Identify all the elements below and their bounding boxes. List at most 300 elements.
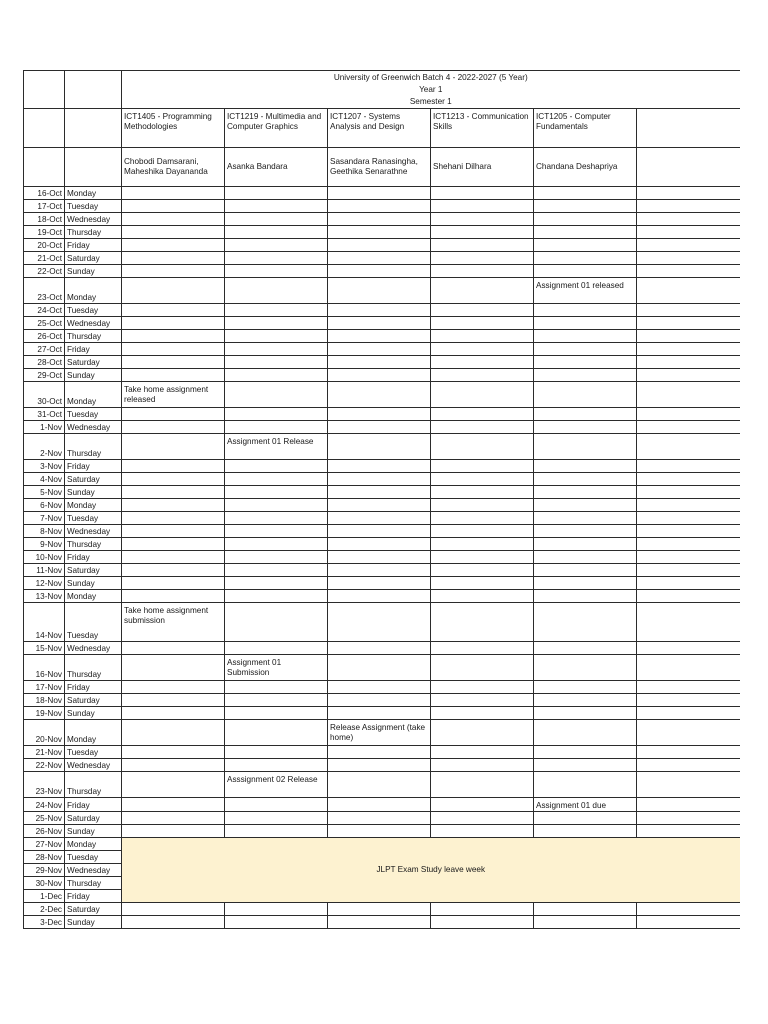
date-cell: 4-Nov — [24, 473, 65, 486]
date-cell: 16-Oct — [24, 187, 65, 200]
empty-cell — [637, 278, 740, 304]
empty-cell — [431, 499, 534, 512]
empty-cell — [534, 486, 637, 499]
empty-cell — [637, 304, 740, 317]
empty-cell — [431, 681, 534, 694]
date-cell: 26-Oct — [24, 330, 65, 343]
empty-cell — [225, 317, 328, 330]
schedule-row — [24, 239, 740, 252]
empty-cell — [534, 226, 637, 239]
weekday-cell: Wednesday — [65, 421, 122, 434]
empty-cell — [637, 512, 740, 525]
empty-cell — [328, 681, 431, 694]
weekday-cell: Tuesday — [65, 746, 122, 759]
date-cell: 23-Nov — [24, 772, 65, 798]
weekday-cell: Friday — [65, 681, 122, 694]
empty-cell — [534, 265, 637, 278]
empty-cell — [431, 811, 534, 824]
schedule-row — [24, 811, 740, 824]
event-cell: Take home assignment submission — [122, 603, 225, 642]
empty-cell — [122, 798, 225, 812]
date-cell: 2-Dec — [24, 902, 65, 915]
schedule-row — [24, 343, 740, 356]
sheet-title — [122, 71, 740, 109]
empty-cell — [328, 252, 431, 265]
empty-cell — [328, 265, 431, 278]
schedule-row — [24, 369, 740, 382]
empty-cell — [328, 525, 431, 538]
empty-cell — [225, 473, 328, 486]
empty-cell — [328, 460, 431, 473]
empty-cell — [637, 655, 740, 681]
schedule-row — [24, 512, 740, 525]
empty-cell — [225, 278, 328, 304]
empty-cell — [328, 434, 431, 460]
empty-cell — [328, 226, 431, 239]
empty-cell — [225, 200, 328, 213]
empty-cell — [637, 499, 740, 512]
weekday-cell: Wednesday — [65, 642, 122, 655]
empty-cell — [637, 408, 740, 421]
empty-cell — [637, 681, 740, 694]
empty-cell — [225, 265, 328, 278]
weekday-cell: Wednesday — [65, 759, 122, 772]
weekday-cell: Sunday — [65, 915, 122, 928]
weekday-cell: Saturday — [65, 356, 122, 369]
date-cell: 11-Nov — [24, 564, 65, 577]
event-cell: Assignment 01 due — [534, 798, 637, 812]
empty-cell — [637, 486, 740, 499]
blank-cell — [24, 71, 65, 109]
empty-cell — [534, 538, 637, 551]
empty-cell — [534, 200, 637, 213]
empty-cell — [534, 642, 637, 655]
course-code-cell: ICT1213 - Communication Skills — [431, 109, 534, 148]
empty-cell — [122, 564, 225, 577]
schedule-row — [24, 824, 740, 837]
empty-cell — [328, 694, 431, 707]
empty-cell — [637, 746, 740, 759]
schedule-row — [24, 577, 740, 590]
empty-cell — [431, 486, 534, 499]
empty-cell — [328, 278, 431, 304]
empty-cell — [328, 824, 431, 837]
empty-cell — [534, 330, 637, 343]
empty-cell — [534, 564, 637, 577]
empty-cell — [637, 577, 740, 590]
empty-cell — [534, 577, 637, 590]
empty-cell — [328, 343, 431, 356]
empty-cell — [328, 798, 431, 812]
date-cell: 27-Nov — [24, 837, 65, 850]
course-code-cell: ICT1219 - Multimedia and Computer Graphics — [225, 109, 328, 148]
schedule-row — [24, 213, 740, 226]
weekday-cell: Thursday — [65, 772, 122, 798]
weekday-cell: Tuesday — [65, 512, 122, 525]
weekday-cell: Wednesday — [65, 525, 122, 538]
lecturer-cell: Chobodi Damsarani, Maheshika Dayananda — [122, 148, 225, 187]
empty-cell — [122, 317, 225, 330]
empty-cell — [328, 239, 431, 252]
empty-cell — [122, 707, 225, 720]
date-cell: 24-Oct — [24, 304, 65, 317]
schedule-row — [24, 642, 740, 655]
empty-cell — [122, 356, 225, 369]
empty-cell — [431, 824, 534, 837]
schedule-row — [24, 902, 740, 915]
date-cell: 1-Nov — [24, 421, 65, 434]
empty-cell — [637, 564, 740, 577]
schedule-row — [24, 421, 740, 434]
empty-cell — [534, 759, 637, 772]
schedule-row — [24, 187, 740, 200]
empty-cell — [328, 642, 431, 655]
empty-cell — [122, 590, 225, 603]
empty-cell — [431, 369, 534, 382]
empty-cell — [534, 317, 637, 330]
empty-cell — [328, 330, 431, 343]
date-cell: 20-Nov — [24, 720, 65, 746]
empty-cell — [431, 304, 534, 317]
empty-cell — [534, 603, 637, 642]
empty-cell — [637, 317, 740, 330]
empty-cell — [122, 213, 225, 226]
empty-cell — [225, 720, 328, 746]
empty-cell — [431, 252, 534, 265]
empty-cell — [534, 551, 637, 564]
empty-cell — [637, 759, 740, 772]
weekday-cell: Thursday — [65, 330, 122, 343]
empty-cell — [122, 304, 225, 317]
weekday-cell: Monday — [65, 382, 122, 408]
empty-cell — [328, 356, 431, 369]
empty-cell — [534, 356, 637, 369]
empty-cell — [431, 655, 534, 681]
empty-cell — [431, 577, 534, 590]
weekday-cell: Monday — [65, 590, 122, 603]
empty-cell — [328, 486, 431, 499]
empty-cell — [122, 538, 225, 551]
weekday-cell: Friday — [65, 798, 122, 812]
empty-cell — [637, 200, 740, 213]
date-cell: 19-Oct — [24, 226, 65, 239]
empty-cell — [328, 902, 431, 915]
empty-cell — [534, 811, 637, 824]
schedule-row — [24, 603, 740, 642]
empty-cell — [225, 369, 328, 382]
empty-cell — [122, 408, 225, 421]
empty-cell — [225, 408, 328, 421]
empty-cell — [328, 603, 431, 642]
empty-cell — [225, 343, 328, 356]
empty-cell — [431, 356, 534, 369]
schedule-row — [24, 460, 740, 473]
weekday-cell: Sunday — [65, 265, 122, 278]
empty-cell — [431, 798, 534, 812]
date-cell: 30-Nov — [24, 876, 65, 889]
empty-cell — [534, 382, 637, 408]
empty-cell — [534, 460, 637, 473]
empty-cell — [225, 590, 328, 603]
empty-cell — [637, 590, 740, 603]
empty-cell — [534, 525, 637, 538]
empty-cell — [328, 811, 431, 824]
empty-cell — [637, 434, 740, 460]
schedule-row — [24, 746, 740, 759]
schedule-row — [24, 772, 740, 798]
date-cell: 21-Nov — [24, 746, 65, 759]
lecturer-cell: Chandana Deshapriya — [534, 148, 637, 187]
date-cell: 12-Nov — [24, 577, 65, 590]
empty-cell — [328, 382, 431, 408]
empty-cell — [328, 759, 431, 772]
schedule-row — [24, 538, 740, 551]
event-cell: Assignment 01 released — [534, 278, 637, 304]
weekday-cell: Tuesday — [65, 850, 122, 863]
date-cell: 7-Nov — [24, 512, 65, 525]
empty-cell — [534, 343, 637, 356]
date-cell: 18-Oct — [24, 213, 65, 226]
weekday-cell: Friday — [65, 343, 122, 356]
date-cell: 17-Oct — [24, 200, 65, 213]
empty-cell — [534, 824, 637, 837]
empty-cell — [534, 746, 637, 759]
date-cell: 28-Oct — [24, 356, 65, 369]
empty-cell — [637, 902, 740, 915]
weekday-cell: Wednesday — [65, 213, 122, 226]
schedule-row — [24, 707, 740, 720]
weekday-cell: Saturday — [65, 252, 122, 265]
empty-cell — [122, 265, 225, 278]
empty-cell — [122, 824, 225, 837]
title-line: University of Greenwich Batch 4 - 2022-2027 (5 Year) — [333, 73, 528, 82]
empty-cell — [431, 213, 534, 226]
date-cell: 30-Oct — [24, 382, 65, 408]
date-cell: 16-Nov — [24, 655, 65, 681]
empty-cell — [534, 915, 637, 928]
empty-cell — [328, 915, 431, 928]
schedule-row — [24, 564, 740, 577]
weekday-cell: Thursday — [65, 538, 122, 551]
date-cell: 31-Oct — [24, 408, 65, 421]
empty-cell — [122, 681, 225, 694]
empty-cell — [122, 655, 225, 681]
empty-cell — [637, 915, 740, 928]
schedule-row — [24, 434, 740, 460]
empty-cell — [431, 564, 534, 577]
weekday-cell: Thursday — [65, 434, 122, 460]
schedule-row — [24, 590, 740, 603]
empty-cell — [225, 707, 328, 720]
empty-cell — [431, 187, 534, 200]
empty-cell — [122, 278, 225, 304]
date-cell: 25-Nov — [24, 811, 65, 824]
weekday-cell: Saturday — [65, 811, 122, 824]
empty-cell — [225, 538, 328, 551]
empty-cell — [637, 824, 740, 837]
blank-cell — [65, 109, 122, 148]
empty-cell — [637, 226, 740, 239]
schedule-row — [24, 499, 740, 512]
weekday-cell: Monday — [65, 837, 122, 850]
empty-cell — [328, 590, 431, 603]
empty-cell — [328, 200, 431, 213]
schedule-row — [24, 551, 740, 564]
schedule-sheet — [23, 70, 740, 929]
weekday-cell: Friday — [65, 551, 122, 564]
empty-cell — [225, 603, 328, 642]
weekday-cell: Saturday — [65, 564, 122, 577]
empty-cell — [637, 252, 740, 265]
empty-cell — [122, 772, 225, 798]
schedule-row — [24, 408, 740, 421]
empty-cell — [637, 460, 740, 473]
weekday-cell: Saturday — [65, 694, 122, 707]
empty-cell — [225, 382, 328, 408]
empty-cell — [328, 369, 431, 382]
empty-cell — [122, 486, 225, 499]
date-cell: 20-Oct — [24, 239, 65, 252]
empty-cell — [328, 408, 431, 421]
empty-cell — [534, 369, 637, 382]
date-cell: 8-Nov — [24, 525, 65, 538]
weekday-cell: Tuesday — [65, 304, 122, 317]
empty-cell — [637, 187, 740, 200]
blank-cell — [637, 148, 740, 187]
empty-cell — [122, 746, 225, 759]
date-cell: 1-Dec — [24, 889, 65, 902]
empty-cell — [225, 213, 328, 226]
empty-cell — [431, 200, 534, 213]
empty-cell — [431, 525, 534, 538]
date-cell: 22-Nov — [24, 759, 65, 772]
event-cell: Assignment 01 Submission — [225, 655, 328, 681]
schedule-row — [24, 759, 740, 772]
study-leave-banner: JLPT Exam Study leave week — [122, 837, 740, 902]
empty-cell — [637, 473, 740, 486]
empty-cell — [637, 382, 740, 408]
empty-cell — [431, 538, 534, 551]
empty-cell — [431, 759, 534, 772]
empty-cell — [328, 551, 431, 564]
empty-cell — [225, 824, 328, 837]
empty-cell — [225, 304, 328, 317]
empty-cell — [122, 577, 225, 590]
empty-cell — [328, 473, 431, 486]
empty-cell — [122, 421, 225, 434]
weekday-cell: Monday — [65, 187, 122, 200]
lecturer-cell: Sasandara Ranasingha, Geethika Senarathne — [328, 148, 431, 187]
empty-cell — [122, 720, 225, 746]
lecturer-cell: Asanka Bandara — [225, 148, 328, 187]
empty-cell — [225, 811, 328, 824]
schedule-row — [24, 798, 740, 812]
empty-cell — [122, 343, 225, 356]
schedule-row — [24, 694, 740, 707]
course-code-cell: ICT1205 - Computer Fundamentals — [534, 109, 637, 148]
weekday-cell: Tuesday — [65, 603, 122, 642]
date-cell: 22-Oct — [24, 265, 65, 278]
title-line: Semester 1 — [409, 97, 452, 106]
schedule-row — [24, 252, 740, 265]
date-cell: 24-Nov — [24, 798, 65, 812]
empty-cell — [534, 408, 637, 421]
empty-cell — [122, 759, 225, 772]
empty-cell — [637, 603, 740, 642]
empty-cell — [328, 707, 431, 720]
schedule-row — [24, 330, 740, 343]
empty-cell — [328, 512, 431, 525]
date-cell: 2-Nov — [24, 434, 65, 460]
empty-cell — [637, 525, 740, 538]
empty-cell — [637, 369, 740, 382]
empty-cell — [328, 772, 431, 798]
schedule-row — [24, 382, 740, 408]
empty-cell — [122, 369, 225, 382]
date-cell: 23-Oct — [24, 278, 65, 304]
empty-cell — [431, 460, 534, 473]
empty-cell — [225, 460, 328, 473]
schedule-row — [24, 265, 740, 278]
empty-cell — [225, 915, 328, 928]
empty-cell — [637, 798, 740, 812]
date-cell: 19-Nov — [24, 707, 65, 720]
date-cell: 27-Oct — [24, 343, 65, 356]
empty-cell — [225, 694, 328, 707]
blank-cell — [65, 148, 122, 187]
empty-cell — [328, 577, 431, 590]
empty-cell — [225, 902, 328, 915]
empty-cell — [225, 226, 328, 239]
weekday-cell: Tuesday — [65, 200, 122, 213]
empty-cell — [122, 902, 225, 915]
empty-cell — [431, 902, 534, 915]
empty-cell — [225, 642, 328, 655]
empty-cell — [431, 720, 534, 746]
blank-cell — [24, 148, 65, 187]
weekday-cell: Wednesday — [65, 863, 122, 876]
empty-cell — [534, 681, 637, 694]
empty-cell — [328, 746, 431, 759]
empty-cell — [534, 499, 637, 512]
empty-cell — [534, 213, 637, 226]
empty-cell — [637, 811, 740, 824]
empty-cell — [328, 213, 431, 226]
empty-cell — [534, 304, 637, 317]
empty-cell — [534, 590, 637, 603]
date-cell: 25-Oct — [24, 317, 65, 330]
empty-cell — [225, 252, 328, 265]
empty-cell — [122, 499, 225, 512]
empty-cell — [431, 265, 534, 278]
weekday-cell: Tuesday — [65, 408, 122, 421]
empty-cell — [328, 317, 431, 330]
date-cell: 26-Nov — [24, 824, 65, 837]
empty-cell — [431, 473, 534, 486]
date-cell: 6-Nov — [24, 499, 65, 512]
empty-cell — [431, 707, 534, 720]
schedule-row — [24, 317, 740, 330]
empty-cell — [122, 551, 225, 564]
empty-cell — [431, 382, 534, 408]
empty-cell — [534, 252, 637, 265]
date-cell: 3-Nov — [24, 460, 65, 473]
empty-cell — [534, 239, 637, 252]
empty-cell — [225, 499, 328, 512]
empty-cell — [431, 226, 534, 239]
empty-cell — [431, 603, 534, 642]
empty-cell — [225, 759, 328, 772]
